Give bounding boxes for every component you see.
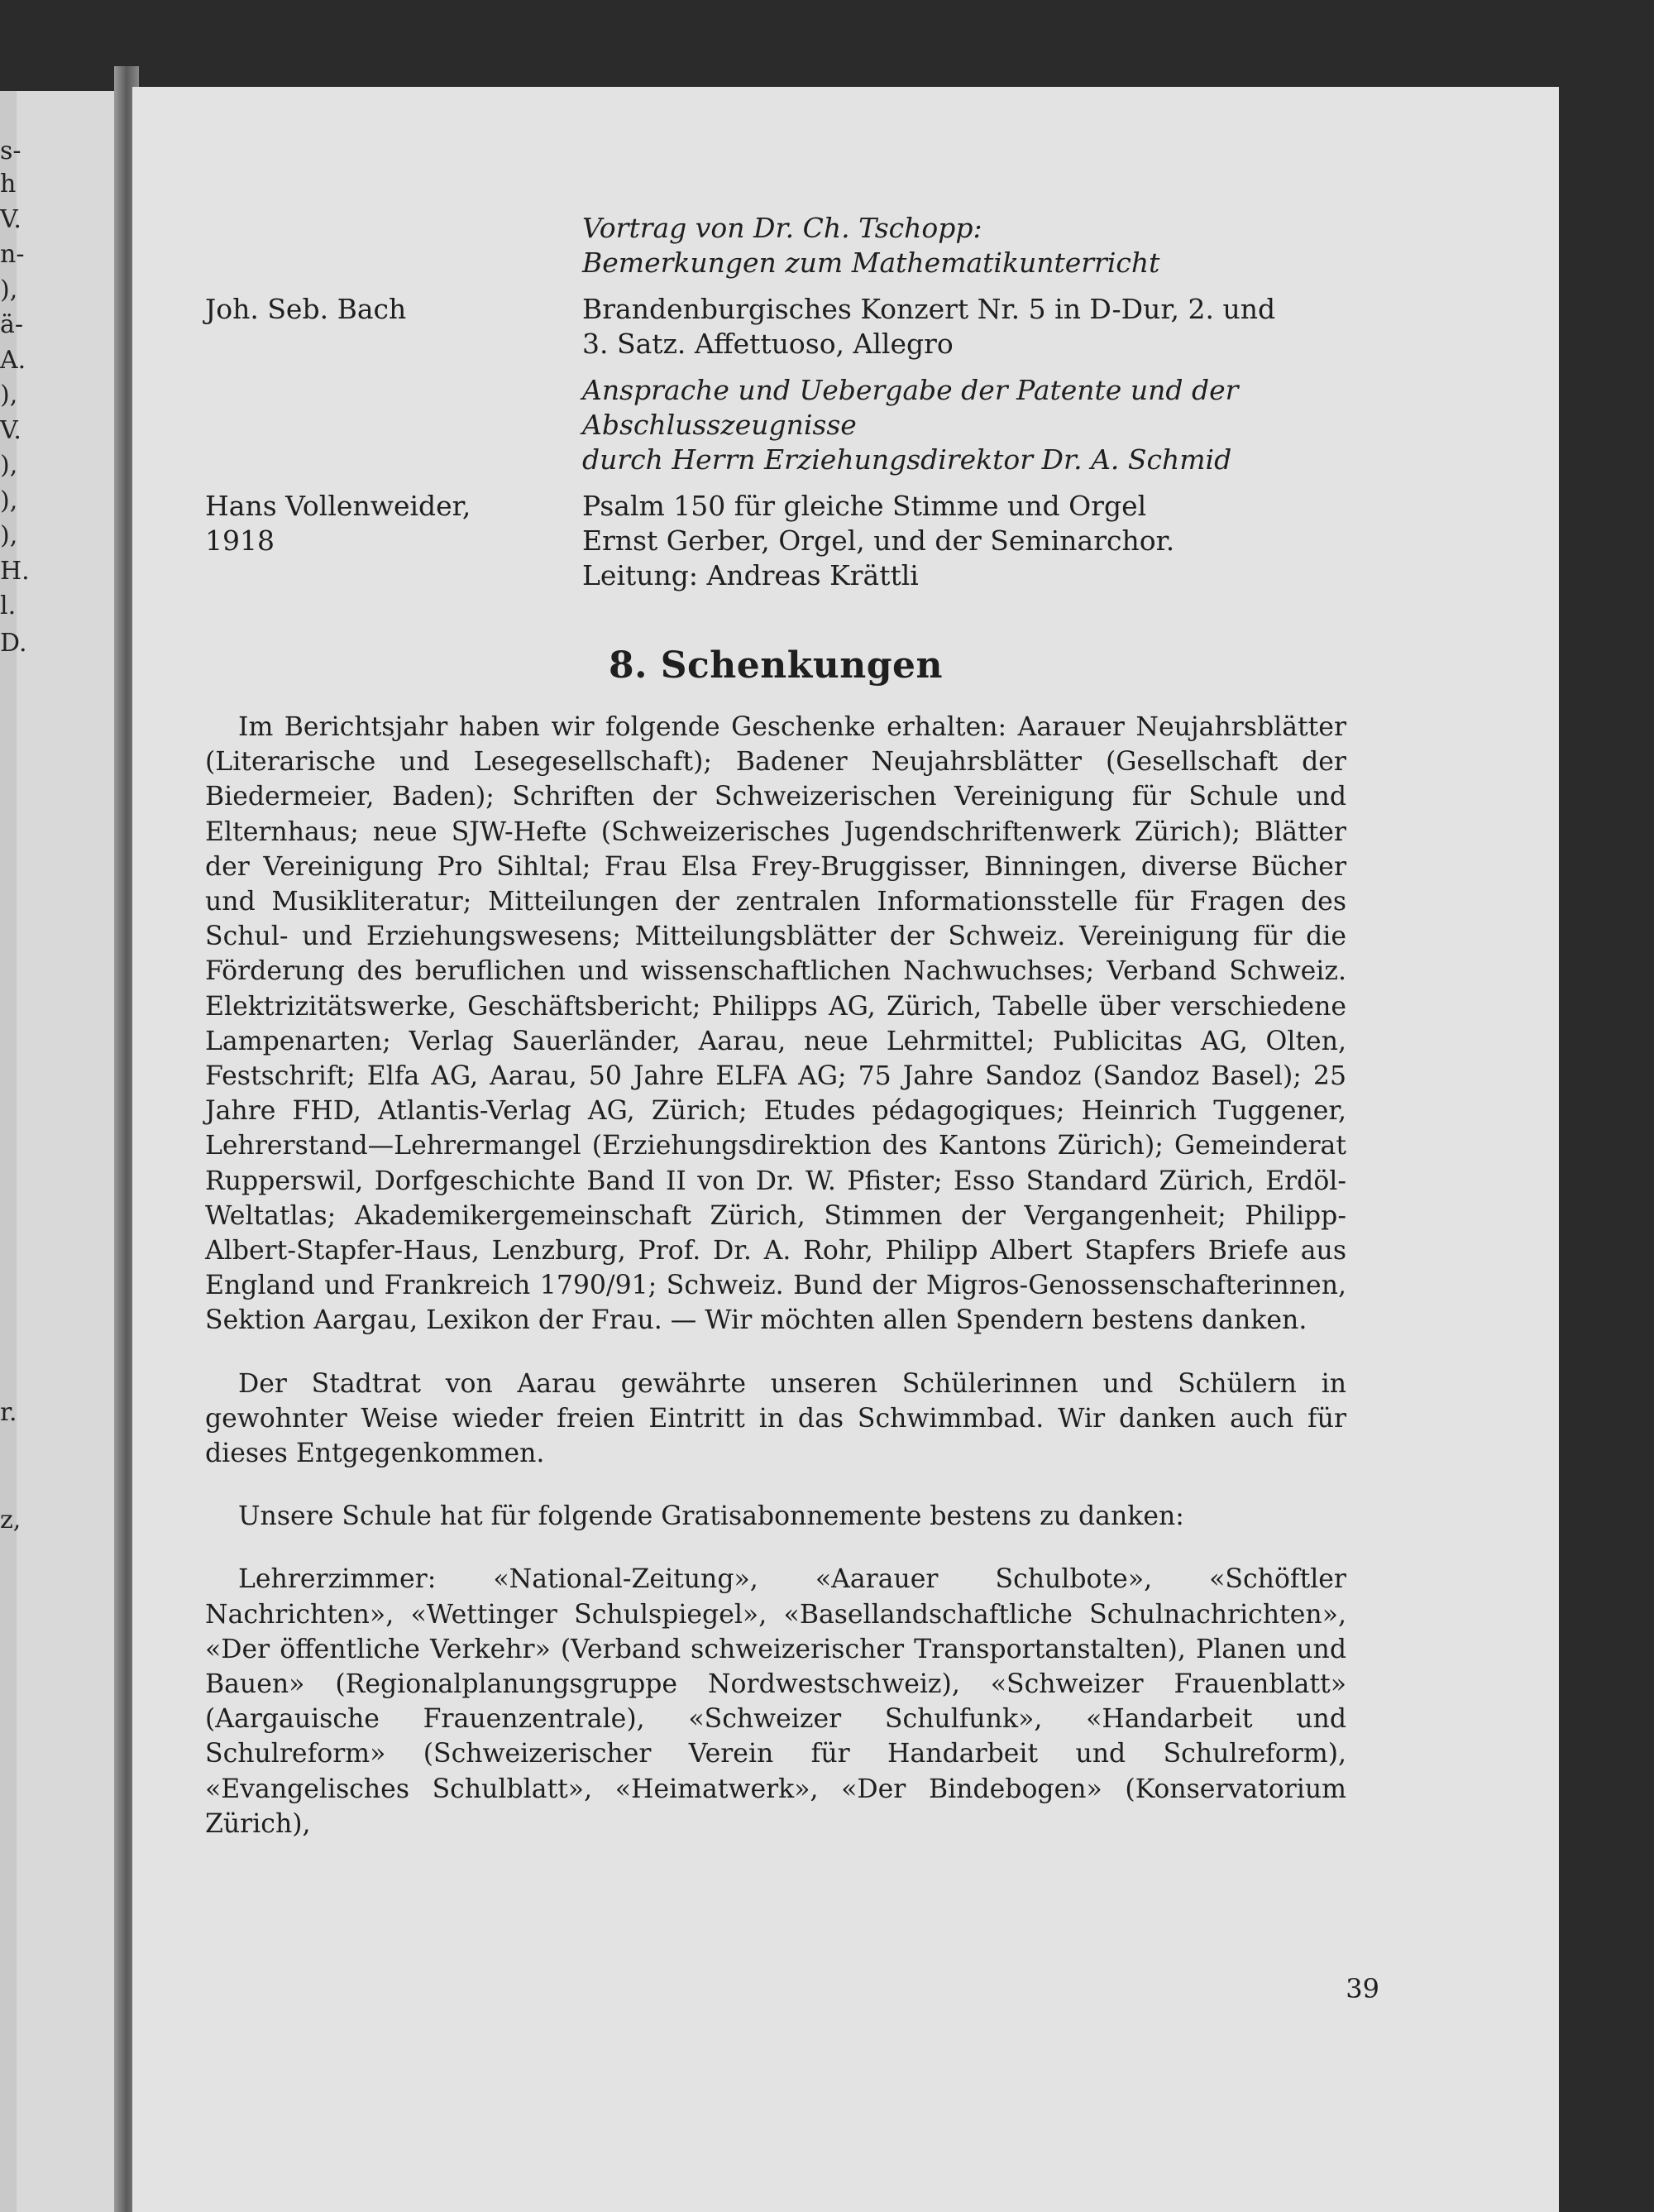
paragraph-stadtrat: Der Stadtrat von Aarau gewährte unseren Schülerinnen und Schülern in gewohnter Weise wieder freien Eintritt in das Schwimmbad. Wir danken auch für dieses Entgegenkommen.: [205, 1368, 1346, 1469]
left-page-fragment: ),: [0, 486, 18, 515]
paragraph-lehrerzimmer: Lehrerzimmer: «National-Zeitung», «Aarauer Schulbote», «Schöftler Nachrichten», «Wettinger Schulspiegel», «Basellandschaftliche Schulnachrichten», «Der öffentliche Verkehr» (Verband schweizerischer Transportanstalten), Planen und Bauen» (Regionalplanungsgruppe Nordwestschweiz), «Schweizer Frauenblatt» (Aargauische Frauenzentrale), «Schweizer Schulfunk», «Handarbeit und Schulreform» (Schweizerischer Verein für Handarbeit und Schulreform), «Evangelisches Schulblatt», «Heimatwerk», «Der Bindebogen» (Konservatorium Zürich),: [205, 1564, 1346, 1839]
program-item-psalm: [205, 489, 1346, 593]
page-content: [205, 211, 1346, 1841]
psalm-line-3: Leitung: Andreas Krättli: [582, 559, 919, 591]
left-page-fragment: V.: [0, 205, 22, 234]
left-page-fragment: ä-: [0, 310, 24, 339]
program-composer-empty: [205, 211, 582, 280]
program-composer-vollenweider: [205, 489, 582, 593]
document-page: [132, 87, 1559, 2212]
vortrag-line-2: Bemerkungen zum Mathematikunterricht: [582, 247, 1160, 279]
left-page-fragment: H.: [0, 557, 30, 586]
paragraph-donations: Im Berichtsjahr haben wir folgende Geschenke erhalten: Aarauer Neujahrsblätter (Literarische und Lesegesellschaft); Badener Neujahrsblätter (Gesellschaft der Biedermeier, Baden); Schriften der Schweizerischen Vereinigung für Schule und Elternhaus; neue SJW-Hefte (Schweizerisches Jugendschriftenwerk Zürich); Blätter der Vereinigung Pro Sihltal; Frau Elsa Frey-Bruggisser, Binningen, diverse Bücher und Musikliteratur; Mitteilungen der zentralen Informationsstelle für Fragen des Schul- und Erziehungswesens; Mitteilungsblätter der Schweiz. Vereinigung für die Förderung des beruflichen und wissenschaftlichen Nachwuchses; Verband Schweiz. Elektrizitätswerke, Geschäftsbericht; Philipps AG, Zürich, Tabelle über verschiedene Lampenarten; Verlag Sauerländer, Aarau, neue Lehrmittel; Publicitas AG, Olten, Festschrift; Elfa AG, Aarau, 50 Jahre ELFA AG; 75 Jahre Sandoz (Sandoz Basel); 25 Jahre FHD, Atlantis-Verlag AG, Zürich; Etudes pédagogiques; Heinrich Tuggener, Lehrerstand—Lehrermangel (Erziehungsdirektion des Kantons Zürich); Gemeinderat Rupperswil, Dorfgeschichte Band II von Dr. W. Pfister; Esso Standard Zürich, Erdöl-Weltatlas; Akademikergemeinschaft Zürich, Stimmen der Vergangenheit; Philipp-Albert-Stapfer-Haus, Lenzburg, Prof. Dr. A. Rohr, Philipp Albert Stapfers Briefe aus England und Frankreich 1790/91; Schweiz. Bund der Migros-Genossenschafterinnen, Sektion Aargau, Lexikon der Frau. — Wir möchten allen Spendern bestens danken.: [205, 712, 1346, 1336]
vollenweider-line-2: 1918: [205, 524, 275, 557]
ansprache-line-1: Ansprache und Uebergabe der Patente und der: [582, 374, 1239, 406]
left-page-fragment: A.: [0, 346, 26, 375]
left-page-fragment: n-: [0, 240, 25, 269]
left-page-fragment: D.: [0, 629, 27, 658]
vollenweider-line-1: Hans Vollenweider,: [205, 490, 471, 522]
left-page-fragment: l.: [0, 591, 17, 620]
program-item-ansprache: [205, 373, 1346, 477]
ansprache-line-2: Abschlusszeugnisse: [582, 409, 857, 441]
bach-piece-line-2: 3. Satz. Affettuoso, Allegro: [582, 328, 954, 360]
left-page-fragment: ),: [0, 521, 18, 550]
left-page-fragment: ),: [0, 451, 18, 480]
bach-piece-line-1: Brandenburgisches Konzert Nr. 5 in D-Dur, 2. und: [582, 293, 1276, 325]
left-page-fragment: r.: [0, 1398, 17, 1427]
left-page-fragment: h: [0, 170, 17, 199]
psalm-line-2: Ernst Gerber, Orgel, und der Seminarchor.: [582, 524, 1175, 557]
left-page-fragment: ),: [0, 275, 18, 304]
left-page-edge: [0, 91, 124, 2212]
program-piece-bach: [582, 292, 1346, 361]
left-page-fragment: ),: [0, 381, 18, 409]
program-piece-psalm: [582, 489, 1346, 593]
left-page-fragment: s-: [0, 136, 22, 165]
program-piece-vortrag: [582, 211, 1346, 280]
left-page-fragment: V.: [0, 416, 22, 445]
program-composer-empty: [205, 373, 582, 477]
section-heading: 8. Schenkungen: [608, 644, 943, 687]
paragraph-abonnemente-intro: Unsere Schule hat für folgende Gratisabonnemente bestens zu danken:: [238, 1501, 1184, 1532]
left-page-fragment: z,: [0, 1506, 22, 1535]
page-number: 39: [1346, 1973, 1379, 2004]
program-piece-ansprache: [582, 373, 1346, 477]
program-item-bach: [205, 292, 1346, 361]
program-composer-bach: Joh. Seb. Bach: [205, 293, 407, 325]
psalm-line-1: Psalm 150 für gleiche Stimme und Orgel: [582, 490, 1147, 522]
program-item-vortrag: [205, 211, 1346, 280]
vortrag-line-1: Vortrag von Dr. Ch. Tschopp:: [582, 212, 982, 244]
ansprache-line-3: durch Herrn Erziehungsdirektor Dr. A. Schmid: [582, 443, 1232, 476]
